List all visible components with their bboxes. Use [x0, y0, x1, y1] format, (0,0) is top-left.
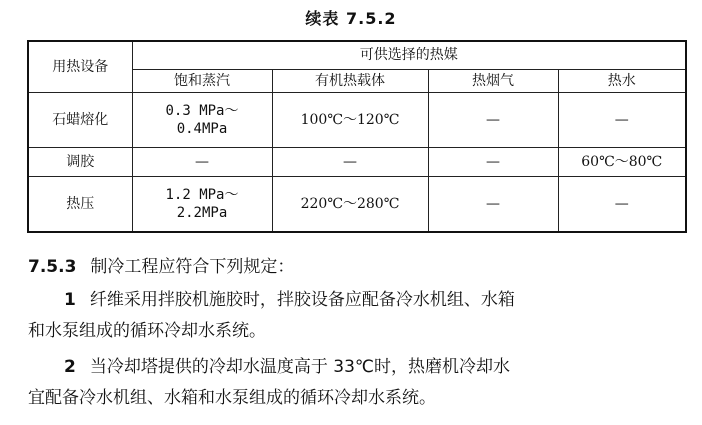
cell-organic-heat-carrier: 100℃～120℃: [272, 92, 428, 147]
cell-organic-heat-carrier: —: [272, 147, 428, 176]
header-saturated-steam: 饱和蒸汽: [132, 69, 272, 92]
cell-line: 1.2 MPa～: [165, 186, 239, 203]
heat-medium-table: [27, 40, 687, 233]
cell-hot-water: —: [558, 92, 686, 147]
cell-organic-heat-carrier: 220℃～280℃: [272, 176, 428, 232]
clause-item-2-line-2: 宜配备冷水机组、水箱和水泵组成的循环冷却水系统。: [28, 388, 436, 408]
clause-item-1-line-1: [64, 289, 702, 311]
cell-hot-flue-gas: —: [428, 176, 558, 232]
header-hot-flue-gas: 热烟气: [428, 69, 558, 92]
cell-saturated-steam: [132, 92, 272, 147]
cell-hot-water: —: [558, 176, 686, 232]
row-label-hot-pressing: 热压: [28, 176, 132, 232]
clause-heading: [28, 256, 688, 278]
header-hot-water: 热水: [558, 69, 686, 92]
table-row: [28, 147, 686, 176]
row-label-paraffin-melting: 石蜡熔化: [28, 92, 132, 147]
item-number: 1: [64, 290, 76, 310]
item-number: 2: [64, 357, 76, 377]
cell-hot-water: 60℃～80℃: [558, 147, 686, 176]
table-row: [28, 92, 686, 147]
header-equipment: 用热设备: [28, 41, 132, 92]
cell-line: 0.3 MPa～: [165, 102, 239, 119]
clause-title: 制冷工程应符合下列规定：: [90, 257, 295, 277]
header-heat-medium-group: 可供选择的热媒: [132, 41, 686, 69]
cell-hot-flue-gas: —: [428, 92, 558, 147]
clause-number: 7.5.3: [28, 257, 77, 277]
cell-saturated-steam: [132, 176, 272, 232]
header-organic-heat-carrier: 有机热载体: [272, 69, 428, 92]
clause-item-2-line-1: [64, 356, 702, 378]
cell-hot-flue-gas: —: [428, 147, 558, 176]
table-row: [28, 176, 686, 232]
cell-line: 0.4MPa: [176, 120, 228, 137]
cell-line: 2.2MPa: [176, 204, 228, 221]
item-text: 当冷却塔提供的冷却水温度高于 33℃时，热磨机冷却水: [89, 357, 510, 377]
item-text: 纤维采用拌胶机施胶时，拌胶设备应配备冷水机组、水箱: [89, 290, 515, 310]
clause-item-1-line-2: 和水泵组成的循环冷却水系统。: [28, 321, 266, 341]
cell-saturated-steam: —: [132, 147, 272, 176]
table-caption: 续表 7.5.2: [305, 9, 397, 28]
row-label-glue-mixing: 调胶: [28, 147, 132, 176]
